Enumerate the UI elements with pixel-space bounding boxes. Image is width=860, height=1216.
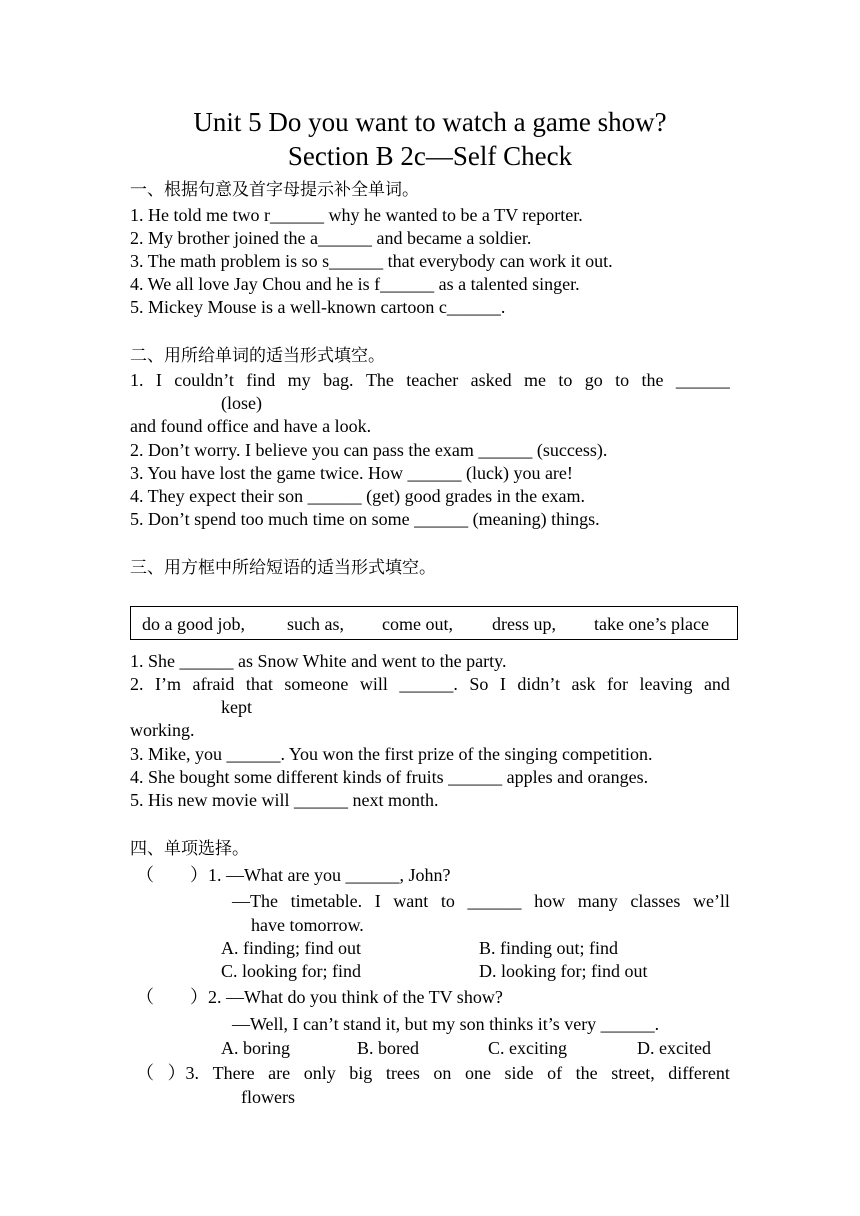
q3-line-2: flowers [241, 1087, 295, 1107]
word: of [547, 1063, 563, 1083]
part2-item-1 [130, 369, 730, 391]
part2-item-5: 5. Don’t spend too much time on some ______ (meaning) things. [130, 509, 600, 529]
part3-item-2-continuation: working. [130, 720, 195, 740]
word: different [668, 1063, 730, 1083]
word: —The [232, 891, 278, 911]
word: I [374, 891, 381, 911]
word: will [359, 674, 388, 694]
word: the [641, 370, 664, 390]
word: The [365, 370, 394, 390]
q3-stem [136, 1062, 730, 1084]
word: bag. [323, 370, 354, 390]
part1-item-4: 4. We all love Jay Chou and he is f______ as a talented singer. [130, 274, 580, 294]
word: ______. [399, 674, 458, 694]
part1-item-2: 2. My brother joined the a______ and became a soldier. [130, 228, 532, 248]
word: that [245, 674, 273, 694]
part2-item-1-continuation: and found office and have a look. [130, 416, 372, 436]
part3-item-1: 1. She ______ as Snow White and went to the party. [130, 651, 507, 671]
word: So [469, 674, 489, 694]
part2-item-3: 3. You have lost the game twice. How ______ (luck) you are! [130, 463, 573, 483]
word: side [504, 1063, 534, 1083]
word: how [534, 891, 566, 911]
word: （ [136, 1063, 154, 1083]
word: There [212, 1063, 255, 1083]
q2-line-2: —Well, I can’t stand it, but my son thinks it’s very ______. [232, 1014, 660, 1034]
word: I [499, 674, 506, 694]
word: and [703, 674, 730, 694]
word: classes [630, 891, 681, 911]
word: someone [284, 674, 349, 694]
q1-option-c[interactable]: C. looking for; find [221, 961, 361, 981]
part3-item-4: 4. She bought some different kinds of fruits ______ apples and oranges. [130, 767, 649, 787]
part3-item-2 [130, 673, 730, 695]
word: ）3. [167, 1063, 200, 1083]
word: didn’t [517, 674, 561, 694]
phrase-box [130, 606, 738, 640]
part1-heading: 一、根据句意及首字母提示补全单词。 [130, 180, 419, 200]
word: to [440, 891, 455, 911]
part2-item-1-hint: (lose) [221, 393, 262, 413]
q1-option-a[interactable]: A. finding; find out [221, 938, 361, 958]
q1-option-d[interactable]: D. looking for; find out [479, 961, 648, 981]
word: ______ [467, 891, 522, 911]
q1-option-b[interactable]: B. finding out; find [479, 938, 618, 958]
phrase-4: dress up, [492, 614, 556, 634]
title-line-1: Unit 5 Do you want to watch a game show? [193, 107, 667, 137]
part1-item-3: 3. The math problem is so s______ that everybody can work it out. [130, 251, 613, 271]
word: asked [470, 370, 512, 390]
word: street, [611, 1063, 655, 1083]
word: to [615, 370, 630, 390]
word: only [303, 1063, 336, 1083]
word: go [584, 370, 603, 390]
word: want [393, 891, 429, 911]
word: one [464, 1063, 491, 1083]
word: 2. [130, 674, 144, 694]
phrase-2: such as, [287, 614, 344, 634]
part2-item-2: 2. Don’t worry. I believe you can pass the exam ______ (success). [130, 440, 608, 460]
q1-stem: （ ）1. —What are you ______, John? [136, 865, 451, 885]
word: find [246, 370, 276, 390]
part3-item-3: 3. Mike, you ______. You won the first prize of the singing competition. [130, 744, 653, 764]
word: ______ [675, 370, 730, 390]
word: me [523, 370, 546, 390]
q2-stem: （ ）2. —What do you think of the TV show? [136, 987, 503, 1007]
word: afraid [192, 674, 235, 694]
q1-line-2 [232, 890, 730, 912]
word: 1. [130, 370, 144, 390]
part3-item-2-hint: kept [221, 697, 252, 717]
part1-item-5: 5. Mickey Mouse is a well-known cartoon c______. [130, 297, 506, 317]
q2-option-a[interactable]: A. boring [221, 1038, 290, 1058]
word: timetable. [290, 891, 363, 911]
word: I [155, 370, 162, 390]
word: many [577, 891, 618, 911]
word: big [349, 1063, 373, 1083]
q2-option-b[interactable]: B. bored [357, 1038, 419, 1058]
q1-line-3: have tomorrow. [251, 915, 364, 935]
part2-item-4: 4. They expect their son ______ (get) good grades in the exam. [130, 486, 586, 506]
q2-option-c[interactable]: C. exciting [488, 1038, 567, 1058]
title-line-2: Section B 2c—Self Check [287, 141, 573, 171]
phrase-5: take one’s place [594, 614, 709, 634]
word: on [433, 1063, 452, 1083]
phrase-3: come out, [382, 614, 453, 634]
q2-option-d[interactable]: D. excited [637, 1038, 711, 1058]
phrase-1: do a good job, [142, 614, 245, 634]
word: my [287, 370, 311, 390]
word: ask [571, 674, 596, 694]
part3-heading: 三、用方框中所给短语的适当形式填空。 [130, 558, 436, 578]
word: to [558, 370, 573, 390]
word: couldn’t [174, 370, 234, 390]
word: I’m [154, 674, 181, 694]
word: for [606, 674, 628, 694]
word: leaving [639, 674, 693, 694]
word: the [575, 1063, 598, 1083]
part1-item-1: 1. He told me two r______ why he wanted to be a TV reporter. [130, 205, 583, 225]
word: teacher [406, 370, 459, 390]
part3-item-5: 5. His new movie will ______ next month. [130, 790, 439, 810]
word: are [268, 1063, 291, 1083]
word: we’ll [692, 891, 730, 911]
part4-heading: 四、单项选择。 [130, 839, 249, 859]
part2-heading: 二、用所给单词的适当形式填空。 [130, 346, 385, 366]
word: trees [385, 1063, 420, 1083]
